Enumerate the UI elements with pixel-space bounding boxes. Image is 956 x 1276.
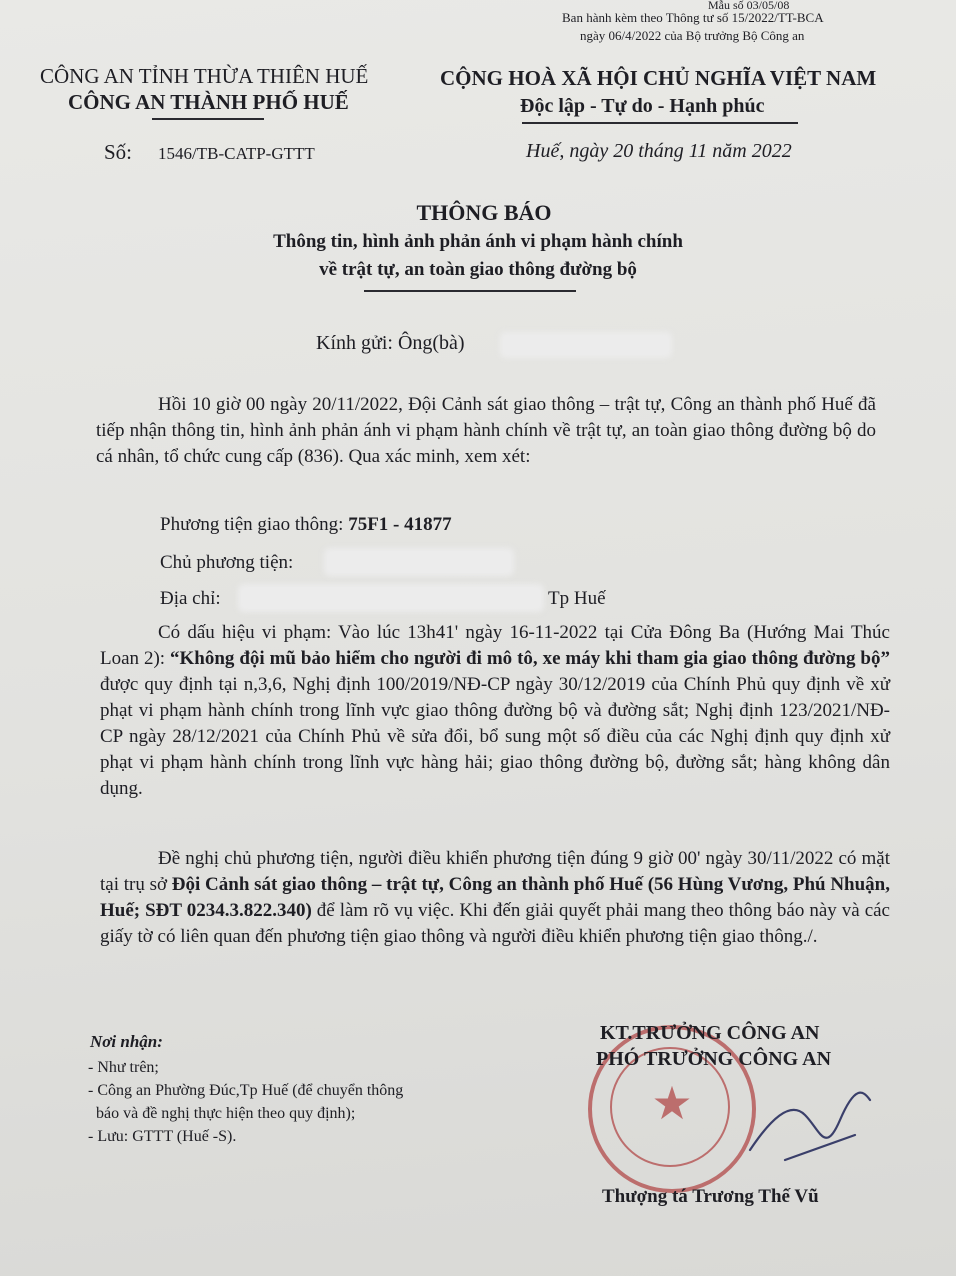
country-name: CỘNG HOÀ XÃ HỘI CHỦ NGHĨA VIỆT NAM xyxy=(440,66,877,90)
doc-number: 1546/TB-CATP-GTTT xyxy=(158,144,315,163)
vehicle-line xyxy=(160,512,452,538)
paragraph-request xyxy=(100,846,890,950)
recipient-item: - Lưu: GTTT (Huế -S). xyxy=(88,1128,237,1145)
paragraph-intro xyxy=(96,392,876,470)
vehicle-label: Phương tiện giao thông: xyxy=(160,514,349,535)
redacted-owner xyxy=(324,548,514,576)
request-office: Đội Cảnh sát giao thông – trật tự, Công an thành phố Huế (56 Hùng Vương, Phú Nhuận, Huế; SĐT 0234.3.822.340) xyxy=(100,874,890,921)
place-date: Huế, ngày 20 tháng 11 năm 2022 xyxy=(526,140,792,162)
recipients-list xyxy=(88,1056,403,1148)
redacted-recipient xyxy=(500,332,672,358)
org-name: CÔNG AN THÀNH PHỐ HUẾ xyxy=(68,90,349,114)
motto-underline xyxy=(522,122,798,124)
owner-label: Chủ phương tiện: xyxy=(160,552,294,573)
org-parent: CÔNG AN TỈNH THỪA THIÊN HUẾ xyxy=(40,64,369,88)
doc-number-label: Số: xyxy=(104,140,133,164)
request-text-a: Đề nghị chủ phương tiện, người điều khiển phương tiện đúng 9 giờ 00' ngày 30/11/2022 có mặt tại trụ sở xyxy=(100,848,890,895)
org-underline xyxy=(152,118,264,120)
owner-line xyxy=(160,550,293,576)
paragraph-intro-text: Hồi 10 giờ 00 ngày 20/11/2022, Đội Cảnh sát giao thông – trật tự, Công an thành phố Huế đã tiếp nhận thông tin, hình ảnh phản ánh vi phạm hành chính về trật tự, an toàn giao thông đường bộ do cá nhân, tổ chức cung cấp (836). Qua xác minh, xem xét: xyxy=(96,394,876,467)
handwritten-signature xyxy=(745,1080,875,1170)
recipient-item: báo và đề nghị thực hiện theo quy định); xyxy=(96,1105,356,1122)
vehicle-plate: 75F1 - 41877 xyxy=(348,514,452,535)
recipient-item: - Công an Phường Đúc,Tp Huế (để chuyển thông xyxy=(88,1082,404,1099)
signature-title-2: PHÓ TRƯỞNG CÔNG AN xyxy=(596,1048,832,1070)
form-number: Mẫu số 03/05/08 xyxy=(708,0,790,12)
address-label: Địa chỉ: xyxy=(160,588,221,609)
title-underline xyxy=(364,290,576,292)
form-note-line2: ngày 06/4/2022 của Bộ trưởng Bộ Công an xyxy=(580,28,805,43)
signer-name: Thượng tá Trương Thế Vũ xyxy=(602,1186,819,1207)
request-text-b: để làm rõ vụ việc. Khi đến giải quyết phải mang theo thông báo này và các giấy tờ có liên quan đến phương tiện giao thông và người điều khiển phương tiện giao thông./. xyxy=(100,900,890,947)
signature-title-1: KT.TRƯỞNG CÔNG AN xyxy=(600,1022,820,1044)
violation-quote: “Không đội mũ bảo hiểm cho người đi mô tô, xe máy khi tham gia giao thông đường bộ” xyxy=(170,648,890,669)
notice-title: THÔNG BÁO xyxy=(416,200,552,225)
recipient-line: Kính gửi: Ông(bà) xyxy=(316,332,465,354)
motto: Độc lập - Tự do - Hạnh phúc xyxy=(520,95,765,117)
form-note-line1: Ban hành kèm theo Thông tư số 15/2022/TT-BCA xyxy=(562,10,824,25)
address-tail: Tp Huế xyxy=(548,588,606,609)
recipient-item: - Như trên; xyxy=(88,1059,159,1076)
recipients-title: Nơi nhận: xyxy=(90,1032,163,1051)
notice-subtitle-1: Thông tin, hình ảnh phản ánh vi phạm hành chính xyxy=(273,231,683,252)
violation-text-b: được quy định tại n,3,6, Nghị định 100/2019/NĐ-CP ngày 30/12/2019 của Chính Phủ quy định về xử phạt vi phạm hành chính trong lĩnh vực giao thông đường bộ và đường sắt; Nghị định 123/2021/NĐ-CP ngày 28/12/2021 của Chính Phủ về sửa đổi, bổ sung một số điều của các Nghị định quy định xử phạt vi phạm hành chính trong lĩnh vực hàng hải; giao thông đường bộ, đường sắt; hàng không dân dụng. xyxy=(100,674,890,799)
paragraph-violation xyxy=(100,620,890,802)
redacted-address xyxy=(238,584,544,612)
star-emblem-icon: ★ xyxy=(651,1078,693,1129)
violation-text-a: Có dấu hiệu vi phạm: Vào lúc 13h41' ngày 16-11-2022 tại Cửa Đông Ba (Hướng Mai Thúc Loan 2): xyxy=(100,622,890,669)
notice-subtitle-2: về trật tự, an toàn giao thông đường bộ xyxy=(319,259,637,280)
